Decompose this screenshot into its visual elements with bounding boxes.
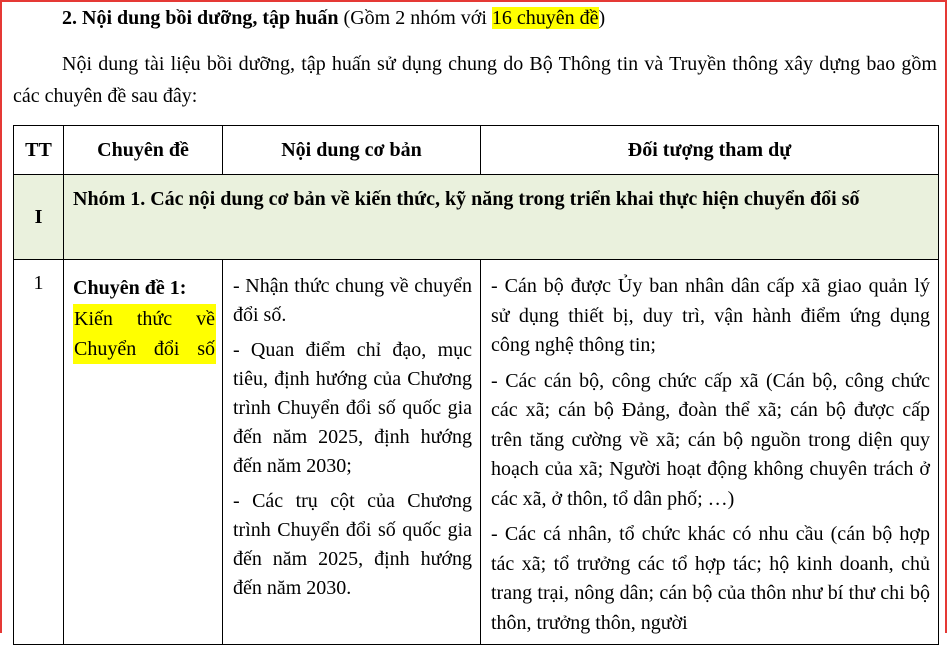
section-note-suffix: ) — [598, 7, 606, 29]
group-number: I — [14, 175, 64, 260]
audience-item: - Các cá nhân, tổ chức khác có nhu cầu (cán bộ hợp tác xã; tổ trưởng các tổ hợp tác; hộ kinh doanh, chủ trang trại, nông dân; cán bộ của thôn như bí thư chi bộ thôn, trưởng thôn, người — [491, 523, 930, 634]
audience-item: - Cán bộ được Ủy ban nhân dân cấp xã giao quản lý sử dụng thiết bị, duy trì, vận hành điểm ứng dụng công nghệ thông tin; — [491, 275, 930, 356]
topic-label: Chuyên đề 1: — [73, 277, 187, 299]
group-row — [14, 175, 939, 260]
table-row — [14, 260, 939, 645]
header-content: Nội dung cơ bản — [223, 126, 481, 175]
section-heading — [62, 4, 605, 32]
topic-count-highlight: 16 chuyên đề — [491, 7, 599, 29]
table-header-row — [14, 126, 939, 175]
audience-item: - Các cán bộ, công chức cấp xã (Cán bộ, công chức các xã; cán bộ Đảng, đoàn thể xã; cán bộ được cấp trên tăng cường về xã; cán bộ nguồn trong diện quy hoạch của xã; Người hoạt động không chuyên trách ở các xã, ở thôn, tổ dân phố; …) — [491, 369, 930, 510]
topic-name-highlight: Kiến thức về Chuyển đổi số — [73, 304, 216, 364]
content-item: - Nhận thức chung về chuyển đổi số. — [233, 275, 472, 326]
topics-table — [13, 125, 939, 645]
topic-cell — [64, 260, 223, 645]
content-item: - Quan điểm chỉ đạo, mục tiêu, định hướng của Chương trình Chuyển đổi số quốc gia đến năm 2025, định hướng đến năm 2030; — [233, 339, 472, 477]
group-title: Nhóm 1. Các nội dung cơ bản về kiến thức, kỹ năng trong triển khai thực hiện chuyển đổi số — [64, 175, 939, 260]
content-cell — [223, 260, 481, 645]
header-no: TT — [14, 126, 64, 175]
section-title: 2. Nội dung bồi dưỡng, tập huấn — [62, 7, 339, 29]
content-item: - Các trụ cột của Chương trình Chuyển đổi số quốc gia đến năm 2025, định hướng đến năm 2030. — [233, 490, 472, 599]
intro-paragraph: Nội dung tài liệu bồi dưỡng, tập huấn sử dụng chung do Bộ Thông tin và Truyền thông xây dựng bao gồm các chuyên đề sau đây: — [13, 53, 937, 107]
audience-cell — [481, 260, 939, 645]
row-number: 1 — [14, 260, 64, 645]
header-audience: Đối tượng tham dự — [481, 126, 939, 175]
section-note-prefix: (Gồm 2 nhóm với — [338, 7, 492, 29]
header-topic: Chuyên đề — [64, 126, 223, 175]
